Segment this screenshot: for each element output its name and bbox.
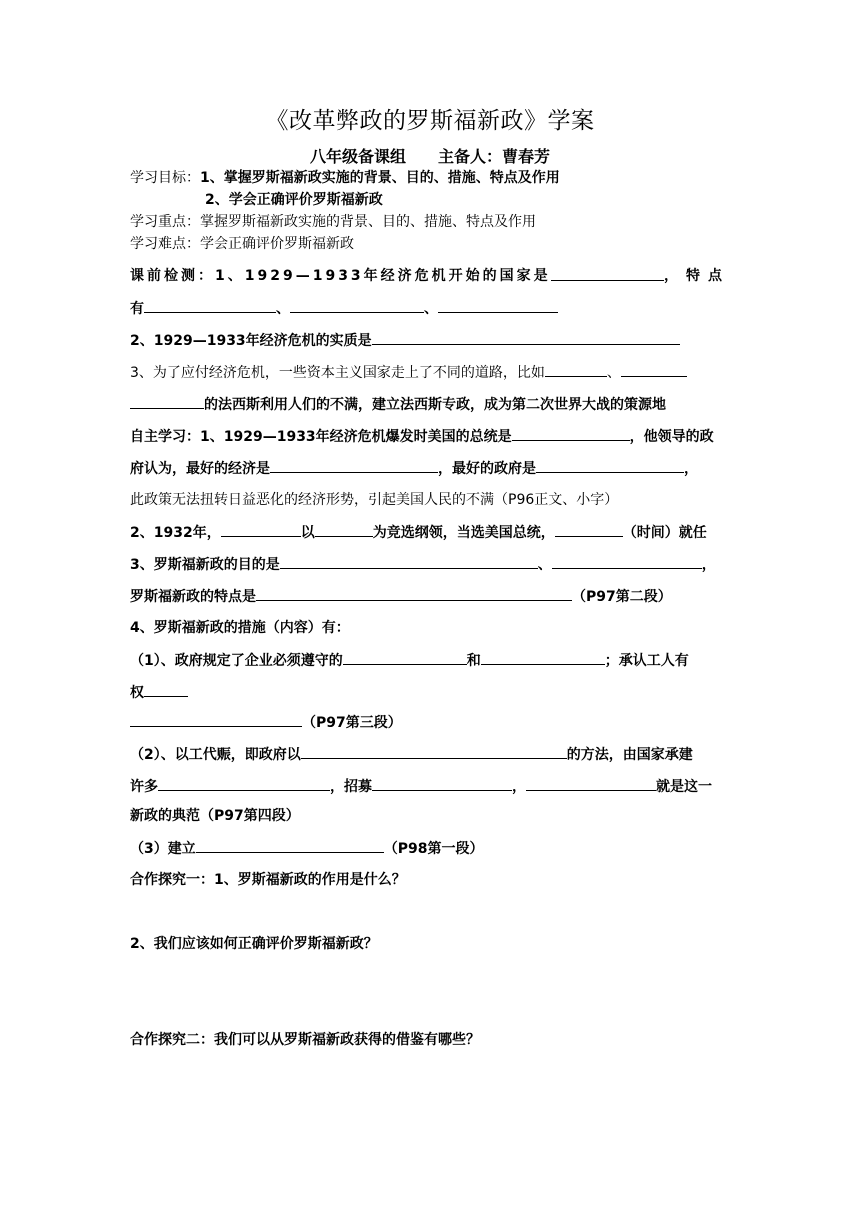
answer-blank[interactable] [372, 776, 512, 791]
answer-blank[interactable] [256, 586, 572, 601]
cooperation-one-q2: 2、我们应该如何正确评价罗斯福新政？ [130, 936, 378, 952]
cooperation-one: 合作探究一：1、罗斯福新政的作用是什么？ [130, 872, 406, 888]
pretest-q1-text: 课前检测：1、1929—1933年经济危机开始的国家是 [130, 268, 551, 284]
self-study-q1-line3: 此政策无法扭转日益恶化的经济形势，引起美国人民的不满（P96正文、小字） [130, 492, 619, 508]
pretest-q1-tail: ，特点 [664, 268, 730, 284]
measure-1: （1）、政府规定了企业必须遵守的 和 ；承认工人有 [130, 650, 730, 671]
self-study-q4-title: 4、罗斯福新政的措施（内容）有： [130, 620, 350, 636]
pretest-q1 [130, 266, 730, 286]
pretest-q3-line2: 的法西斯利用人们的不满，建立法西斯专政，成为第二次世界大战的策源地 [130, 394, 730, 415]
self-study-q3-line2: 罗斯福新政的特点是 （P97第二段） [130, 586, 730, 607]
answer-blank[interactable] [438, 298, 558, 313]
measure-2-line3: 新政的典范（P97第四段） [130, 808, 300, 824]
difficulty: 学习难点：学会正确评价罗斯福新政 [130, 236, 354, 252]
answer-blank[interactable] [280, 554, 538, 569]
measure-2-line2: 许多 ，招募 ， 就是这一 [130, 776, 730, 797]
answer-blank[interactable] [555, 522, 623, 537]
answer-blank[interactable] [372, 330, 680, 345]
answer-blank[interactable] [545, 362, 607, 377]
self-study-q1: 自主学习：1、1929—1933年经济危机爆发时美国的总统是 ，他领导的政 [130, 426, 730, 447]
answer-blank[interactable] [158, 776, 330, 791]
learning-goal-2: 2、学会正确评价罗斯福新政 [205, 192, 383, 208]
learning-goals-line-2 [205, 190, 805, 210]
answer-blank[interactable] [130, 394, 204, 409]
self-study-q3: 3、罗斯福新政的目的是 、 ， [130, 554, 730, 575]
answer-blank[interactable] [551, 266, 664, 281]
self-study-q2: 2、1932年， 以 为竞选纲领，当选美国总统， （时间）就任 [130, 522, 730, 543]
answer-blank[interactable] [144, 298, 276, 313]
measure-2: （2）、以工代赈，即政府以 的方法，由国家承建 [130, 744, 730, 765]
answer-blank[interactable] [526, 776, 656, 791]
key-point: 学习重点：掌握罗斯福新政实施的背景、目的、措施、特点及作用 [130, 214, 536, 230]
page-subtitle: 八年级备课组 主备人：曹春芳 [309, 147, 550, 166]
learning-goals-line-1 [130, 168, 730, 188]
learning-goals-label: 学习目标： [130, 170, 200, 186]
answer-blank[interactable] [512, 426, 630, 441]
answer-blank[interactable] [221, 522, 301, 537]
cooperation-two: 合作探究二：我们可以从罗斯福新政获得的借鉴有哪些？ [130, 1032, 480, 1048]
answer-blank[interactable] [315, 522, 373, 537]
answer-blank[interactable] [481, 650, 605, 665]
self-study-q1-line2: 府认为，最好的经济是 ，最好的政府是 ， [130, 458, 730, 479]
answer-blank[interactable] [621, 362, 687, 377]
measure-1-line3: （P97第三段） [130, 712, 730, 733]
answer-blank[interactable] [343, 650, 467, 665]
answer-blank[interactable] [196, 838, 384, 853]
pretest-q1-line2: 有 、 、 [130, 298, 730, 319]
measure-3: （3）建立 （P98第一段） [130, 838, 730, 859]
answer-blank[interactable] [536, 458, 684, 473]
answer-blank[interactable] [552, 554, 702, 569]
answer-blank[interactable] [130, 712, 302, 727]
measure-1-line2: 权 [130, 682, 730, 703]
answer-blank[interactable] [270, 458, 438, 473]
pretest-q2: 2、1929—1933年经济危机的实质是 [130, 330, 730, 351]
page-title: 《改革弊政的罗斯福新政》学案 [265, 108, 595, 134]
learning-goal-1: 1、掌握罗斯福新政实施的背景、目的、措施、特点及作用 [200, 170, 560, 186]
answer-blank[interactable] [301, 744, 567, 759]
pretest-q3: 3、为了应付经济危机，一些资本主义国家走上了不同的道路，比如 、 [130, 362, 730, 383]
answer-blank[interactable] [290, 298, 424, 313]
answer-blank[interactable] [144, 682, 188, 697]
